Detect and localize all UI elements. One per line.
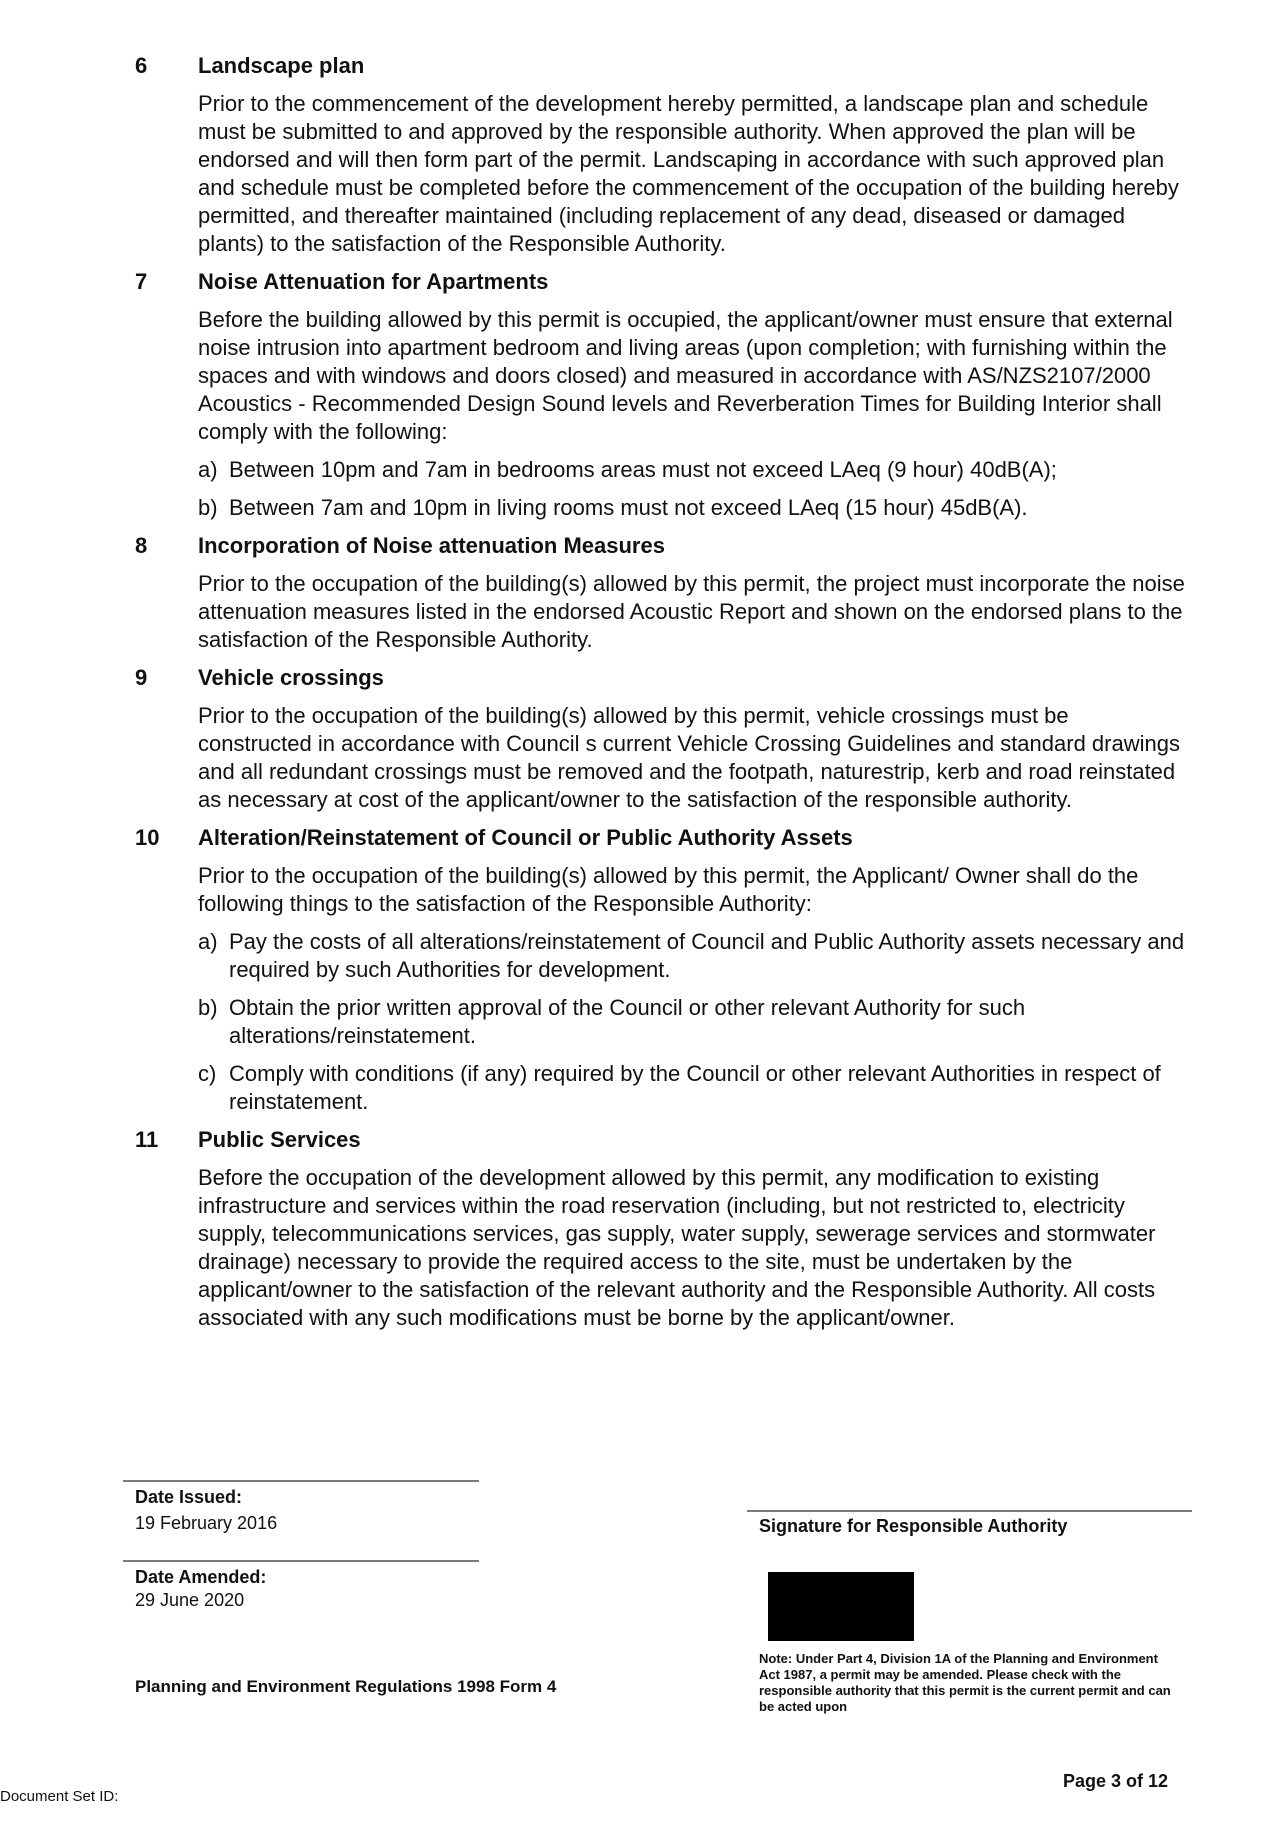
condition-sub-list — [198, 928, 1185, 1116]
date-amended-label: Date Amended: — [135, 1567, 267, 1587]
condition-8 — [135, 532, 1185, 654]
condition-title: Noise Attenuation for Apartments — [198, 269, 549, 294]
list-item — [198, 494, 1185, 522]
condition-heading — [135, 824, 1185, 852]
list-item-text: Comply with conditions (if any) required by the Council or other relevant Authorities in respect of reinstatement. — [229, 1061, 1161, 1114]
condition-10 — [135, 824, 1185, 1116]
condition-heading — [135, 52, 1185, 80]
condition-title: Landscape plan — [198, 53, 365, 78]
condition-body — [198, 702, 1185, 814]
condition-title: Public Services — [198, 1127, 361, 1152]
condition-title: Incorporation of Noise attenuation Measures — [198, 533, 665, 558]
condition-paragraph: Before the building allowed by this permit is occupied, the applicant/owner must ensure that external noise intrusion into apartment bedroom and living areas (upon completion; with furnishing within the spaces and with windows and doors closed) and measured in accordance with AS/NZS2107/2000 Acoustics - Recommended Design Sound levels and Reverberation Times for Building Interior shall comply with the following: — [198, 307, 1173, 444]
condition-number: 8 — [135, 533, 148, 558]
condition-number: 6 — [135, 53, 148, 78]
date-amended-rule — [123, 1560, 479, 1562]
condition-paragraph: Prior to the occupation of the building(s) allowed by this permit, the Applicant/ Owner shall do the following things to the satisfaction of the Responsible Authority: — [198, 863, 1139, 916]
list-marker: b) — [198, 995, 218, 1020]
condition-number: 9 — [135, 665, 148, 690]
condition-heading — [135, 664, 1185, 692]
condition-number: 11 — [135, 1127, 159, 1152]
condition-body — [198, 570, 1185, 654]
list-marker: a) — [198, 457, 218, 482]
condition-number: 7 — [135, 269, 148, 294]
signature-rule — [747, 1510, 1192, 1512]
amendment-note: Note: Under Part 4, Division 1A of the Planning and Environment Act 1987, a permit may be amended. Please check with the responsible authority that this permit is the current permit and can be acted upon — [759, 1651, 1171, 1714]
condition-6 — [135, 52, 1185, 258]
list-item-text: Obtain the prior written approval of the Council or other relevant Authority for such alterations/reinstatement. — [229, 995, 1026, 1048]
condition-body — [198, 90, 1185, 258]
signature-label: Signature for Responsible Authority — [759, 1516, 1068, 1536]
condition-paragraph: Before the occupation of the development allowed by this permit, any modification to existing infrastructure and services within the road reservation (including, but not restricted to, electricity supply, telecommunications services, gas supply, water supply, sewerage services and stormwater drainage) necessary to provide the required access to the site, must be undertaken by the applicant/owner to the satisfaction of the relevant authority and the Responsible Authority. All costs associated with any such modifications must be borne by the applicant/owner. — [198, 1165, 1156, 1330]
date-amended-value: 29 June 2020 — [135, 1590, 245, 1610]
condition-paragraph: Prior to the commencement of the development hereby permitted, a landscape plan and schedule must be submitted to and approved by the responsible authority. When approved the plan will be endorsed and will then form part of the permit. Landscaping in accordance with such approved plan and schedule must be completed before the commencement of the occupation of the building hereby permitted, and thereafter maintained (including replacement of any dead, diseased or damaged plants) to the satisfaction of the Responsible Authority. — [198, 91, 1179, 256]
document-set-id: Document Set ID: — [0, 1788, 119, 1805]
list-item — [198, 994, 1185, 1050]
list-marker: b) — [198, 495, 218, 520]
condition-paragraph: Prior to the occupation of the building(s) allowed by this permit, vehicle crossings must be constructed in accordance with Council s current Vehicle Crossing Guidelines and standard drawings and all redundant crossings must be removed and the footpath, naturestrip, kerb and road reinstated as necessary at cost of the applicant/owner to the satisfaction of the responsible authority. — [198, 703, 1180, 812]
list-item-text: Between 10pm and 7am in bedrooms areas must not exceed LAeq (9 hour) 40dB(A); — [229, 457, 1057, 482]
condition-body — [198, 1164, 1185, 1332]
condition-paragraph: Prior to the occupation of the building(s) allowed by this permit, the project must incorporate the noise attenuation measures listed in the endorsed Acoustic Report and shown on the endorsed plans to the satisfaction of the Responsible Authority. — [198, 571, 1185, 652]
list-item-text: Pay the costs of all alterations/reinstatement of Council and Public Authority assets necessary and required by such Authorities for development. — [229, 929, 1185, 982]
list-item — [198, 928, 1185, 984]
signature-redaction — [768, 1572, 914, 1641]
condition-title: Alteration/Reinstatement of Council or Public Authority Assets — [198, 825, 853, 850]
condition-11 — [135, 1126, 1185, 1332]
condition-7 — [135, 268, 1185, 522]
condition-number: 10 — [135, 825, 160, 850]
condition-title: Vehicle crossings — [198, 665, 384, 690]
list-marker: c) — [198, 1061, 217, 1086]
condition-heading — [135, 1126, 1185, 1154]
page-number: Page 3 of 12 — [1063, 1771, 1169, 1791]
list-item — [198, 456, 1185, 484]
list-item — [198, 1060, 1185, 1116]
list-item-text: Between 7am and 10pm in living rooms must not exceed LAeq (15 hour) 45dB(A). — [229, 495, 1028, 520]
date-issued-label: Date Issued: — [135, 1487, 243, 1507]
conditions-list — [135, 52, 1185, 1342]
list-marker: a) — [198, 929, 218, 954]
date-issued-value: 19 February 2016 — [135, 1513, 278, 1533]
condition-body — [198, 306, 1185, 522]
condition-body — [198, 862, 1185, 1116]
date-issued-rule — [123, 1480, 479, 1482]
condition-9 — [135, 664, 1185, 814]
regulations-form: Planning and Environment Regulations 1998 Form 4 — [135, 1677, 557, 1696]
condition-sub-list — [198, 456, 1185, 522]
condition-heading — [135, 532, 1185, 560]
condition-heading — [135, 268, 1185, 296]
